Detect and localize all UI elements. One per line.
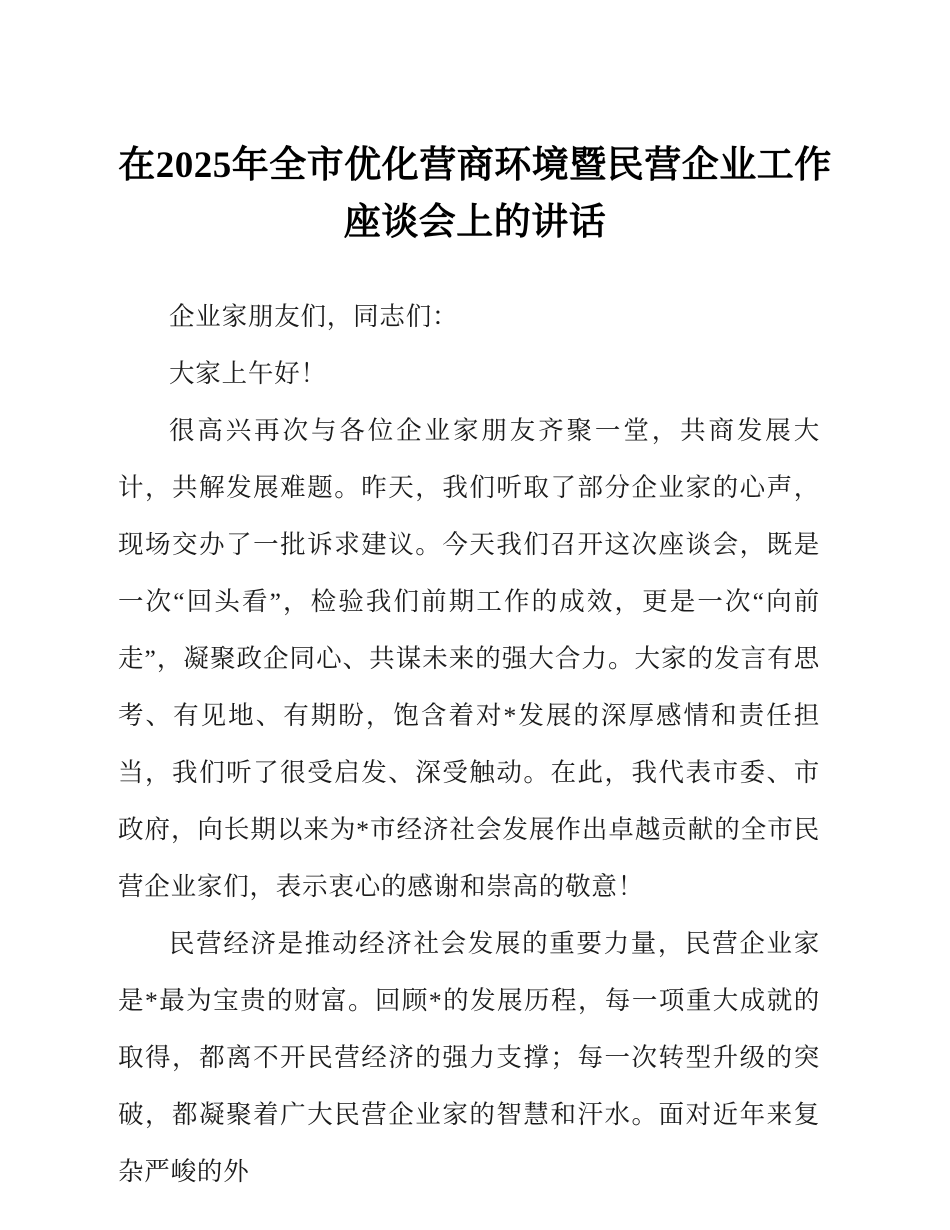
paragraph-opening-remarks: 很高兴再次与各位企业家朋友齐聚一堂，共商发展大计，共解发展难题。昨天，我们听取了部分企业家的心声，现场交办了一批诉求建议。今天我们召开这次座谈会，既是一次“回头看”，检验我们前期工作的成效，更是一次“向前走”，凝聚政企同心、共谋未来的强大合力。大家的发言有思考、有见地、有期盼，饱含着对*发展的深厚感情和责任担当，我们听了很受启发、深受触动。在此，我代表市委、市政府，向长期以来为*市经济社会发展作出卓越贡献的全市民营企业家们，表示衷心的感谢和崇高的敬意！ — [118, 416, 820, 901]
paragraph-private-economy: 民营经济是推动经济社会发展的重要力量，民营企业家是*最为宝贵的财富。回顾*的发展历程，每一项重大成就的取得，都离不开民营经济的强力支撑；每一次转型升级的突破，都凝聚着广大民营企业家的智慧和汗水。面对近年来复杂严峻的外 — [118, 929, 820, 1186]
paragraph-greeting: 大家上午好！ — [169, 359, 327, 388]
paragraph-salutation: 企业家朋友们，同志们： — [169, 302, 459, 331]
document-body — [118, 288, 820, 1200]
page-title: 在2025年全市优化营商环境暨民营企业工作 座谈会上的讲话 — [118, 144, 832, 243]
